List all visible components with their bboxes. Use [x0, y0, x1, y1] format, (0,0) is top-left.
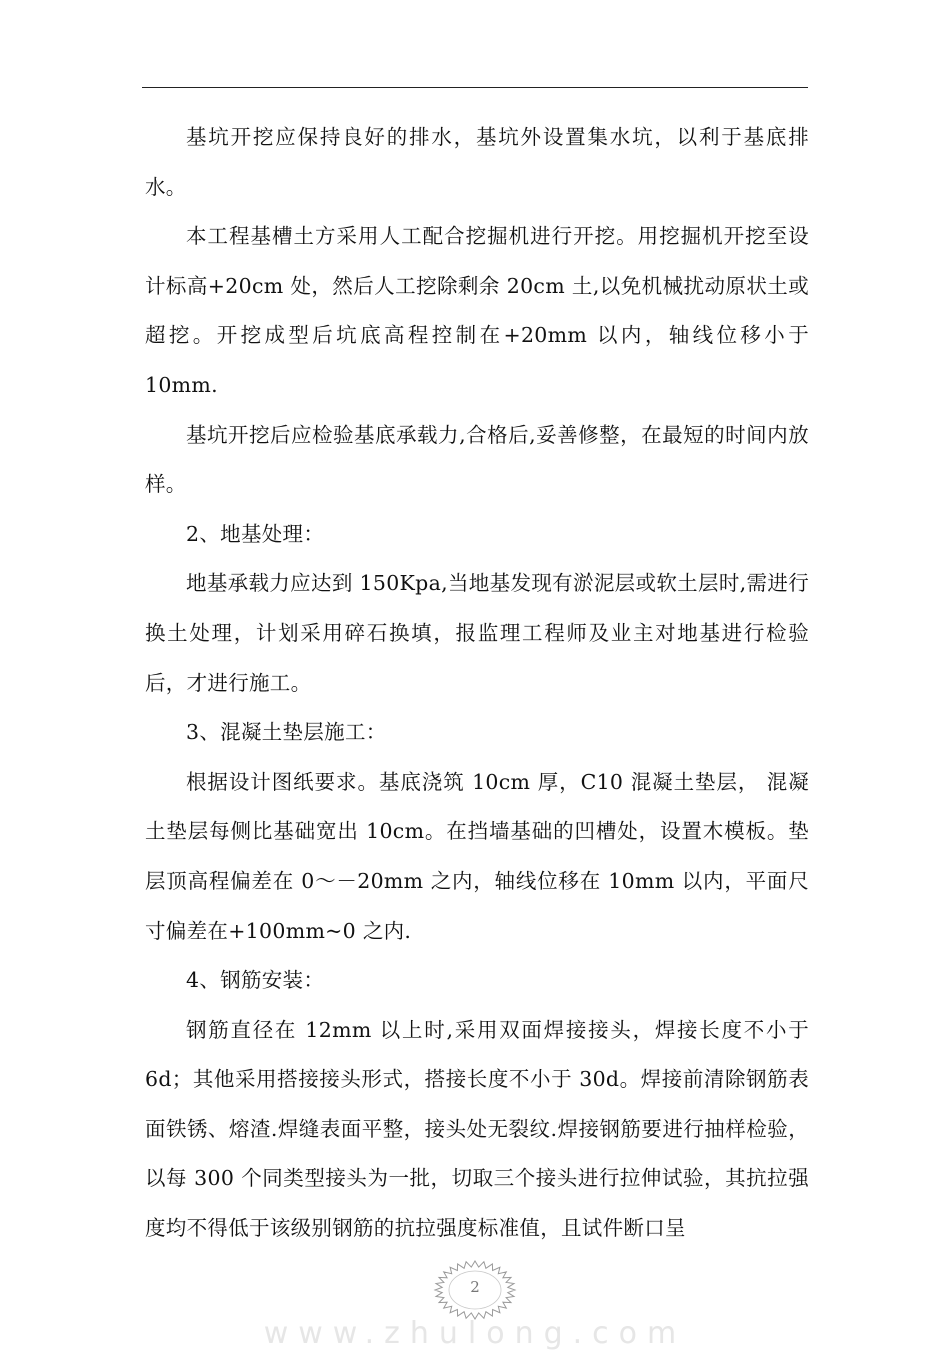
- header-rule: [142, 87, 808, 88]
- page-number: 2: [470, 1278, 480, 1296]
- paragraph-rebar: 钢筋直径在 12mm 以上时,采用双面焊接接头，焊接长度不小于 6d；其他采用搭接接头形式，搭接长度不小于 30d。焊接前清除钢筋表面铁锈、熔渣.焊缝表面平整，接头处无裂纹.焊接钢筋要进行抽样检验，以每 300 个同类型接头为一批，切取三个接头进行拉伸试验，其抗拉强度均不得低于该级别钢筋的抗拉强度标准值，且试件断口呈: [145, 1017, 809, 1241]
- paragraph-foundation: 地基承载力应达到 150Kpa,当地基发现有淤泥层或软土层时,需进行换土处理，计划采用碎石换填，报监理工程师及业主对地基进行检验后，才进行施工。: [145, 571, 809, 695]
- paragraph-excavation: 本工程基槽土方采用人工配合挖掘机进行开挖。用挖掘机开挖至设计标高+20cm 处，然后人工挖除剩余 20cm 土,以免机械扰动原状土或超挖。开挖成型后坑底高程控制在+20mm 以内，轴线位移小于 10mm.: [145, 224, 809, 397]
- page-footer: [0, 1250, 950, 1351]
- section-heading-rebar: 4、钢筋安装：: [186, 968, 325, 993]
- paragraph-drainage: 基坑开挖应保持良好的排水，基坑外设置集水坑，以利于基底排水。: [145, 125, 809, 199]
- paragraph-bearing-check: 基坑开挖后应检验基底承载力,合格后,妥善修整，在最短的时间内放样。: [145, 422, 809, 497]
- document-body: [145, 113, 809, 1254]
- section-heading-foundation: 2、地基处理：: [186, 521, 325, 546]
- section-heading-cushion: 3、混凝土垫层施工：: [186, 720, 387, 745]
- site-watermark: www.zhulong.com: [263, 1316, 687, 1351]
- paragraph-cushion: 根据设计图纸要求。基底浇筑 10cm 厚，C10 混凝土垫层， 混凝土垫层每侧比基础宽出 10cm。在挡墙基础的凹槽处，设置木模板。垫层顶高程偏差在 0～－20mm 之内，轴线位移在 10mm 以内，平面尺寸偏差在+100mm~0 之内.: [145, 769, 809, 943]
